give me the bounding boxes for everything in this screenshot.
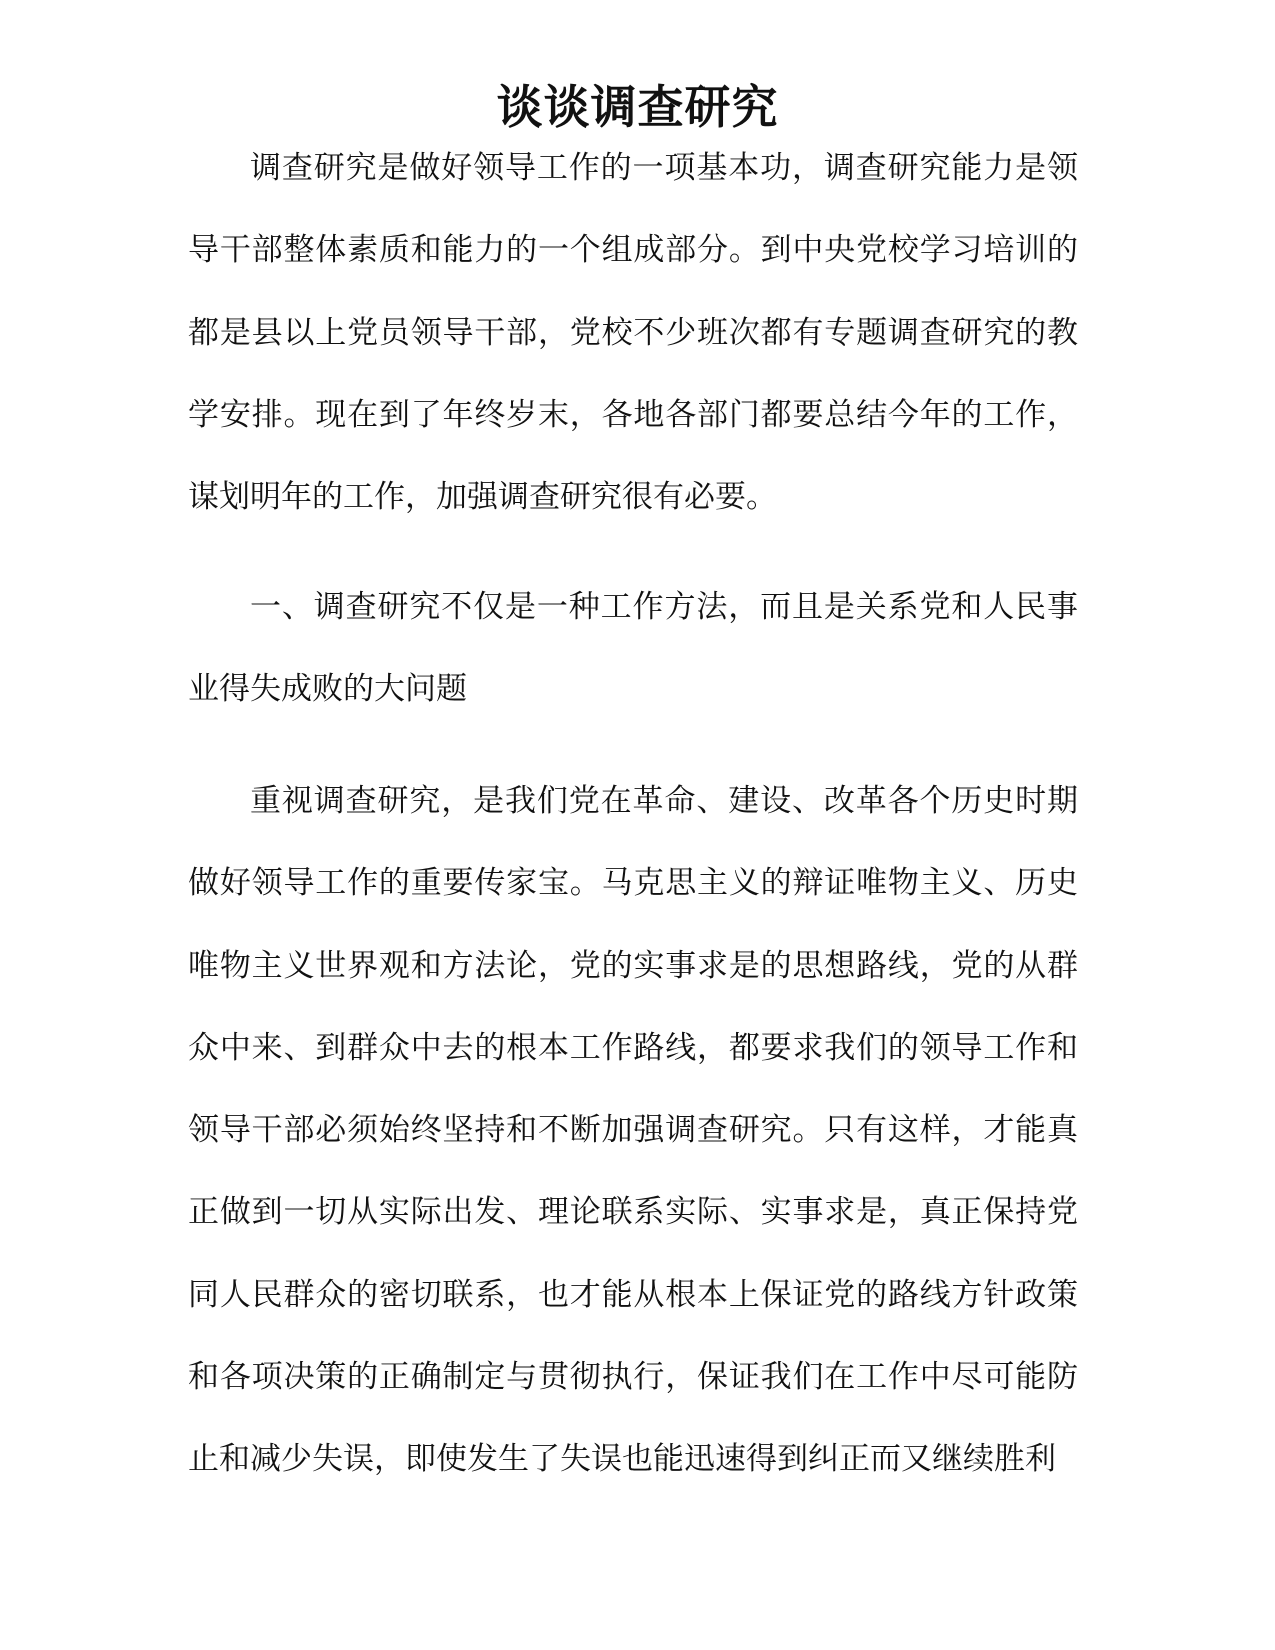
document-title: 谈谈调查研究 (496, 80, 779, 134)
paragraph-intro: 调查研究是做好领导工作的一项基本功，调查研究能力是领导干部整体素质和能力的一个组成部分。到中央党校学习培训的都是县以上党员领导干部，党校不少班次都有专题调查研究的教学安排。现在到了年终岁末，各地各部门都要总结今年的工作，谋划明年的工作，加强调查研究很有必要。 (188, 150, 1078, 516)
section-heading-1: 一、调查研究不仅是一种工作方法，而且是关系党和人民事业得失成败的大问题 (188, 589, 1078, 708)
paragraph-section-1-body: 重视调查研究，是我们党在革命、建设、改革各个历史时期做好领导工作的重要传家宝。马克思主义的辩证唯物主义、历史唯物主义世界观和方法论，党的实事求是的思想路线，党的从群众中来、到群众中去的根本工作路线，都要求我们的领导工作和领导干部必须始终坚持和不断加强调查研究。只有这样，才能真正做到一切从实际出发、理论联系实际、实事求是，真正保持党同人民群众的密切联系，也才能从根本上保证党的路线方针政策和各项决策的正确制定与贯彻执行，保证我们在工作中尽可能防止和减少失误，即使发生了失误也能迅速得到纠正而又继续胜利 (188, 783, 1078, 1478)
